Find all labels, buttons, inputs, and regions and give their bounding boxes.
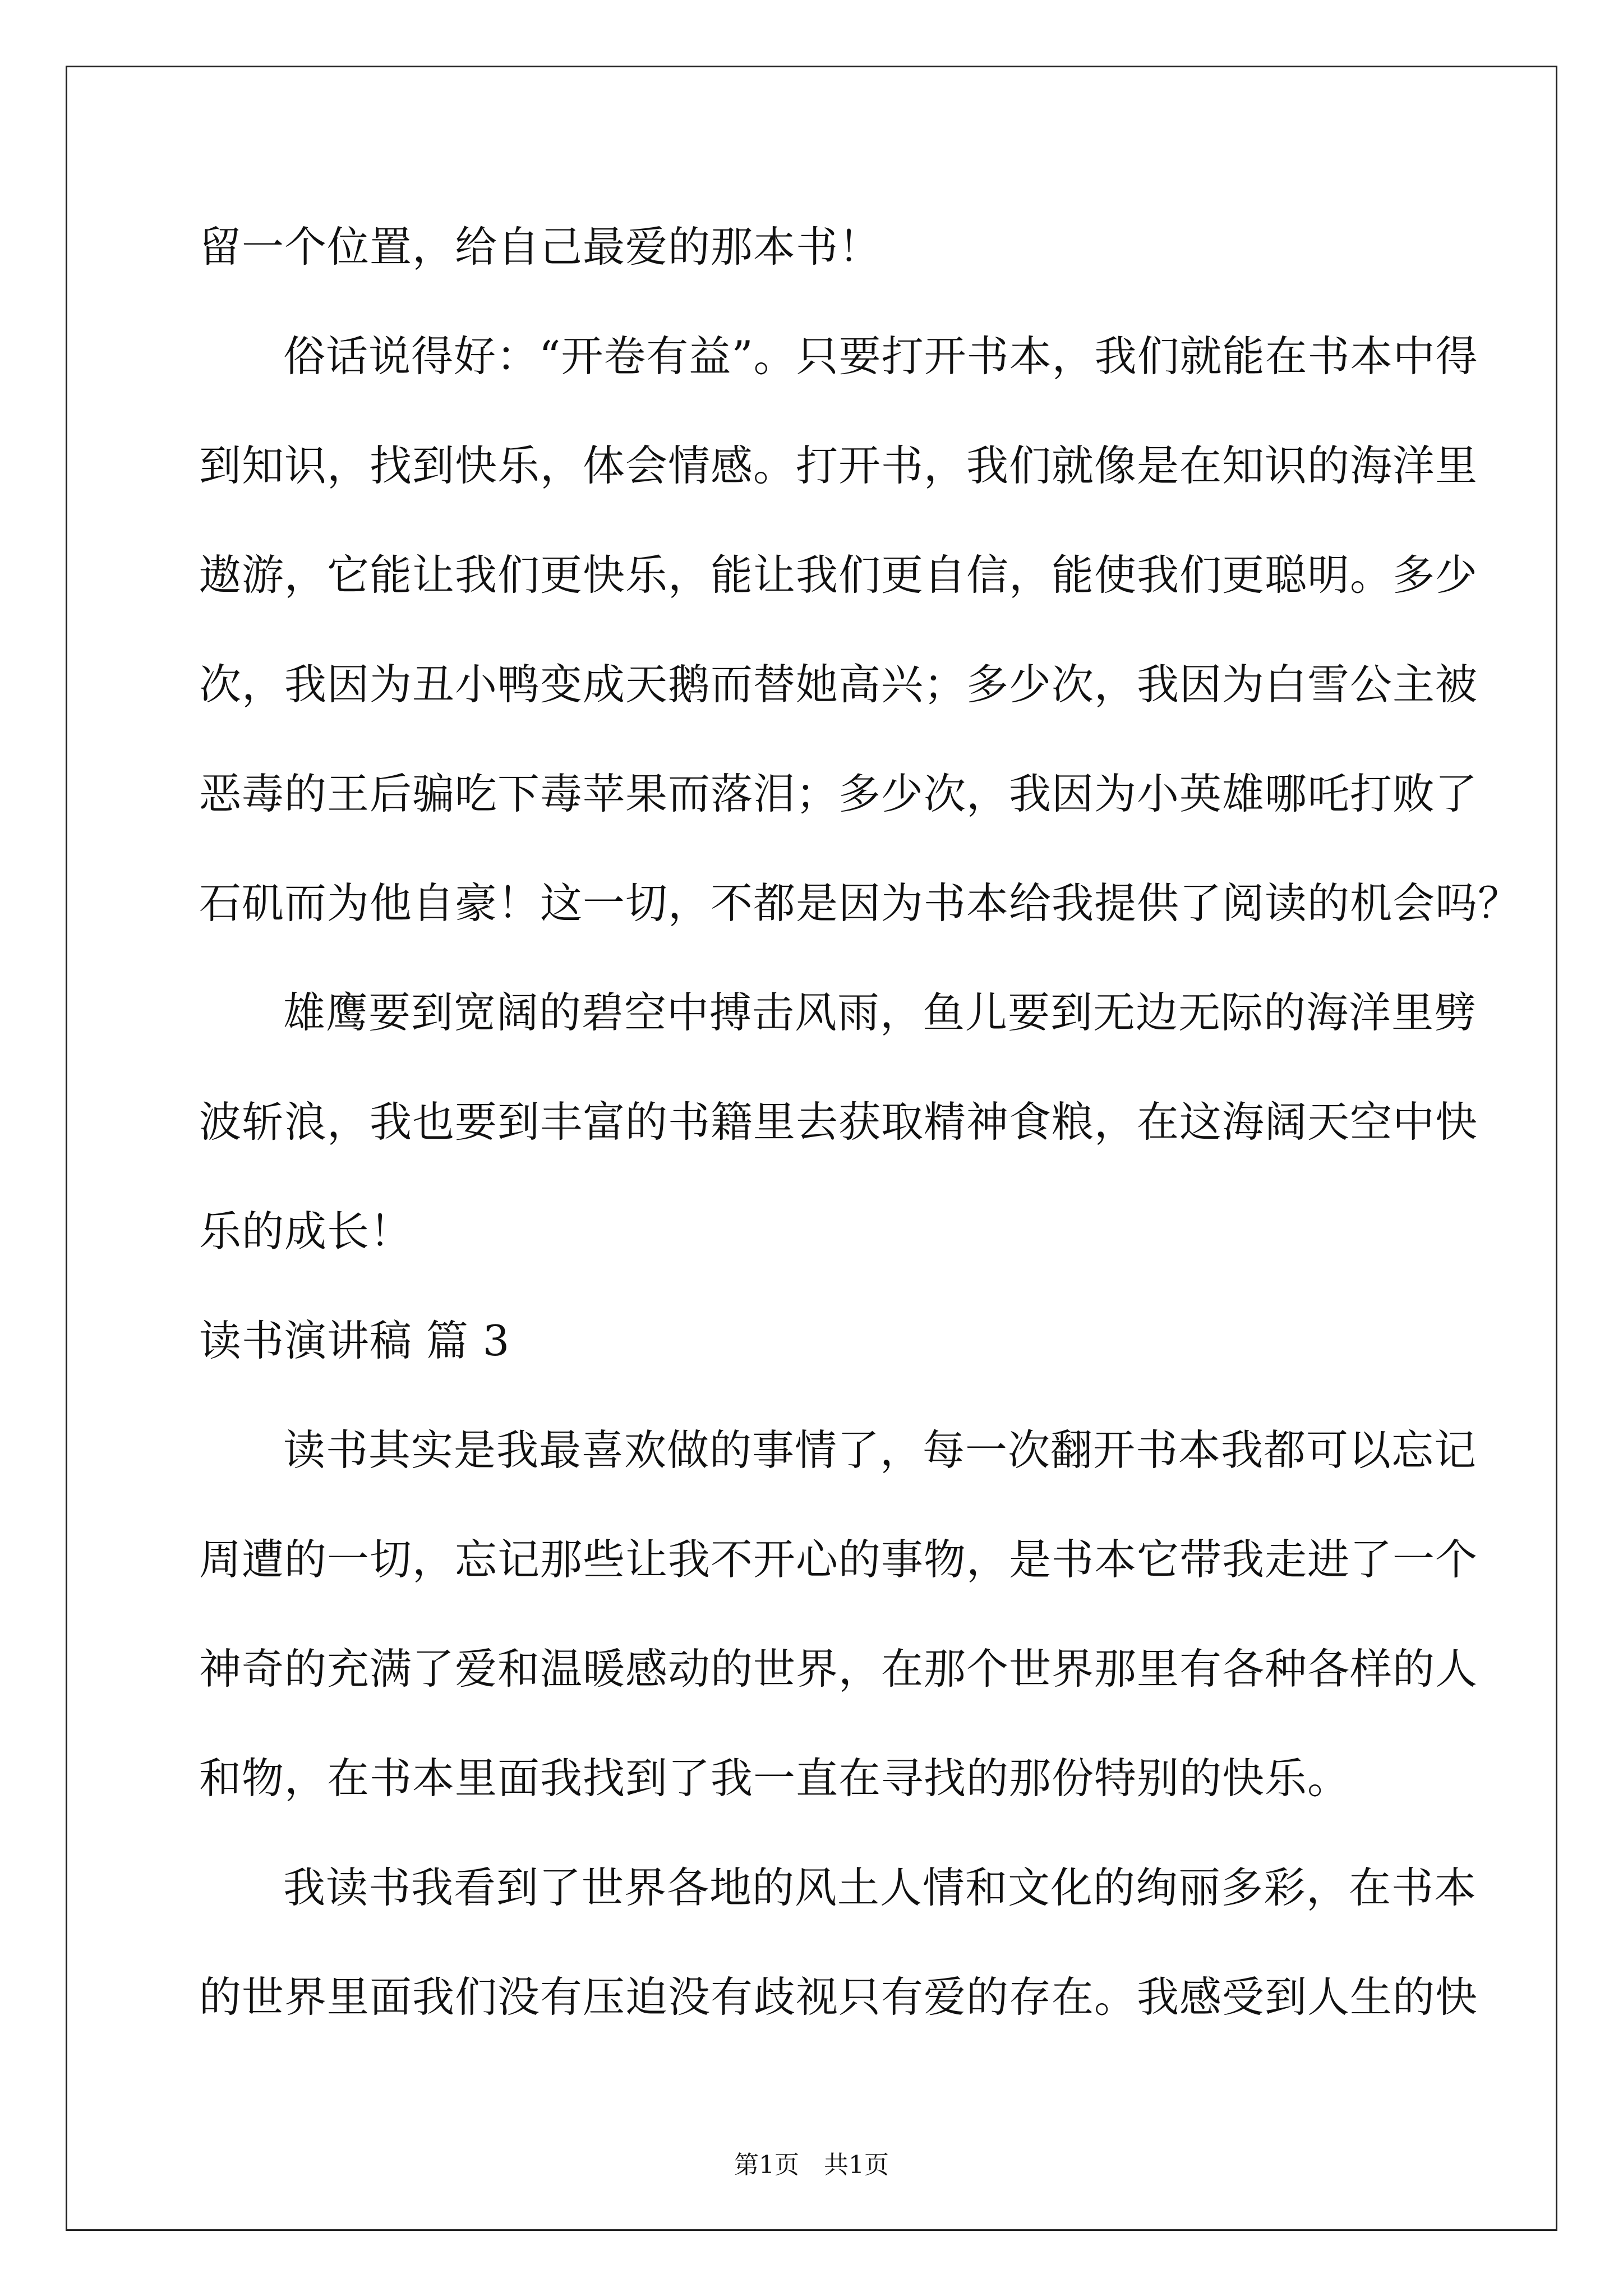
text-line: 周遭的一切，忘记那些让我不开心的事物，是书本它带我走进了一个 bbox=[199, 1535, 1478, 1584]
text-line: 俗话说得好：“开卷有益”。只要打开书本，我们就能在书本中得 bbox=[283, 332, 1478, 381]
text-line: 和物，在书本里面我找到了我一直在寻找的那份特别的快乐。 bbox=[199, 1754, 1350, 1803]
text-line: 读书其实是我最喜欢做的事情了，每一次翻开书本我都可以忘记 bbox=[283, 1425, 1477, 1475]
text-line: 恶毒的王后骗吃下毒苹果而落泪；多少次，我因为小英雄哪吒打败了 bbox=[199, 769, 1478, 818]
text-line: 雄鹰要到宽阔的碧空中搏击风雨，鱼儿要到无边无际的海洋里劈 bbox=[283, 988, 1477, 1037]
text-line: 神奇的充满了爱和温暖感动的世界，在那个世界那里有各种各样的人 bbox=[199, 1644, 1478, 1694]
text-line: 石矶而为他自豪！这一切，不都是因为书本给我提供了阅读的机会吗？ bbox=[199, 878, 1521, 928]
page-number-footer: 第1页 共1页 bbox=[734, 2151, 889, 2179]
text-line: 遨游，它能让我们更快乐，能让我们更自信，能使我们更聪明。多少 bbox=[199, 550, 1478, 600]
text-line: 留一个位置，给自己最爱的那本书！ bbox=[199, 222, 882, 272]
text-line: 我读书我看到了世界各地的风土人情和文化的绚丽多彩，在书本 bbox=[283, 1863, 1477, 1912]
section-heading: 读书演讲稿 篇 3 bbox=[199, 1316, 510, 1365]
text-line: 波斩浪，我也要到丰富的书籍里去获取精神食粮，在这海阔天空中快 bbox=[199, 1097, 1478, 1147]
text-line: 的世界里面我们没有压迫没有歧视只有爱的存在。我感受到人生的快 bbox=[199, 1972, 1478, 2022]
text-line: 次，我因为丑小鸭变成天鹅而替她高兴；多少次，我因为白雪公主被 bbox=[199, 660, 1478, 709]
text-line: 到知识，找到快乐，体会情感。打开书，我们就像是在知识的海洋里 bbox=[199, 441, 1478, 490]
document-body bbox=[199, 216, 1521, 2022]
text-line: 乐的成长！ bbox=[199, 1207, 413, 1256]
